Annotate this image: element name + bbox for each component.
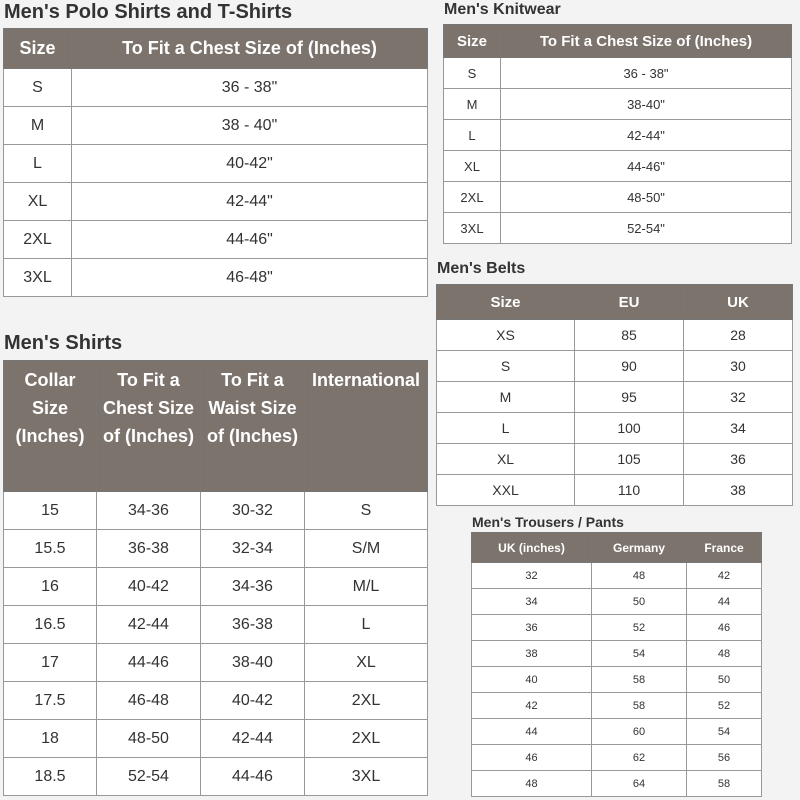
table-cell: 34-36 (97, 492, 201, 530)
table-cell: 110 (575, 475, 684, 506)
table-row (472, 615, 762, 641)
table-header-row (4, 29, 428, 69)
table-cell: 16.5 (4, 606, 97, 644)
column-header-size: Size (437, 285, 575, 320)
table-header-row (472, 533, 762, 563)
table-cell: XS (437, 320, 575, 351)
table-cell: 38-40" (501, 89, 792, 120)
table-header-row (444, 25, 792, 58)
table-row (472, 719, 762, 745)
table-cell: S/M (305, 530, 428, 568)
table-row (4, 69, 428, 107)
table-cell: 17.5 (4, 682, 97, 720)
table-cell: 46 (687, 615, 762, 641)
table-row (444, 89, 792, 120)
table-cell: 18 (4, 720, 97, 758)
table-row (437, 351, 793, 382)
table-row (4, 221, 428, 259)
table-cell: 52 (592, 615, 687, 641)
table-cell: 36 - 38" (72, 69, 428, 107)
table-cell: 54 (592, 641, 687, 667)
table-cell: 52-54" (501, 213, 792, 244)
table-cell: 52 (687, 693, 762, 719)
table-cell: XL (444, 151, 501, 182)
column-header-eu: EU (575, 285, 684, 320)
table-row (437, 475, 793, 506)
table-cell: 36 (684, 444, 793, 475)
table-row (4, 107, 428, 145)
table-cell: 15 (4, 492, 97, 530)
table-cell: L (305, 606, 428, 644)
table-cell: 30-32 (201, 492, 305, 530)
table-cell: 36-38 (201, 606, 305, 644)
table-cell: 48 (472, 771, 592, 797)
column-header-chest: To Fit a Chest Size of (Inches) (97, 361, 201, 492)
table-row (437, 382, 793, 413)
table-cell: 36 (472, 615, 592, 641)
table-cell: 40-42 (201, 682, 305, 720)
table-cell: XL (437, 444, 575, 475)
table-cell: 15.5 (4, 530, 97, 568)
table-cell: XL (305, 644, 428, 682)
table-cell: 32-34 (201, 530, 305, 568)
table-cell: XXL (437, 475, 575, 506)
column-header-france: France (687, 533, 762, 563)
table-row (472, 693, 762, 719)
table-cell: S (437, 351, 575, 382)
table-cell: 40-42" (72, 145, 428, 183)
table-row (4, 758, 428, 796)
table-cell: 38 - 40" (72, 107, 428, 145)
table-row (4, 720, 428, 758)
trousers-section-title: Men's Trousers / Pants (472, 514, 624, 530)
table-cell: 40 (472, 667, 592, 693)
table-row (444, 182, 792, 213)
table-cell: M (444, 89, 501, 120)
table-cell: 56 (687, 745, 762, 771)
table-cell: 30 (684, 351, 793, 382)
table-row (4, 259, 428, 297)
table-row (437, 444, 793, 475)
table-cell: S (305, 492, 428, 530)
table-cell: 38 (472, 641, 592, 667)
table-row (444, 151, 792, 182)
table-row (437, 413, 793, 444)
table-cell: 32 (684, 382, 793, 413)
table-cell: 44 (687, 589, 762, 615)
column-header-uk-inches: UK (inches) (472, 533, 592, 563)
table-row (4, 530, 428, 568)
table-row (4, 568, 428, 606)
column-header-waist: To Fit a Waist Size of (Inches) (201, 361, 305, 492)
table-cell: 46 (472, 745, 592, 771)
table-cell: 50 (592, 589, 687, 615)
table-cell: 16 (4, 568, 97, 606)
knitwear-size-table (443, 24, 792, 244)
column-header-uk: UK (684, 285, 793, 320)
table-cell: 18.5 (4, 758, 97, 796)
column-header-international: International (305, 361, 428, 492)
table-cell: 58 (592, 693, 687, 719)
table-cell: 44 (472, 719, 592, 745)
table-cell: 32 (472, 563, 592, 589)
shirts-size-table (3, 360, 428, 796)
table-row (472, 589, 762, 615)
table-cell: M/L (305, 568, 428, 606)
table-cell: S (444, 58, 501, 89)
table-cell: 46-48" (72, 259, 428, 297)
column-header-chest: To Fit a Chest Size of (Inches) (72, 29, 428, 69)
table-row (472, 745, 762, 771)
table-cell: 48 (592, 563, 687, 589)
table-cell: 48 (687, 641, 762, 667)
table-cell: XL (4, 183, 72, 221)
table-cell: 58 (592, 667, 687, 693)
table-row (4, 682, 428, 720)
table-row (4, 492, 428, 530)
table-cell: 100 (575, 413, 684, 444)
table-cell: 42-44" (72, 183, 428, 221)
table-cell: 40-42 (97, 568, 201, 606)
column-header-germany: Germany (592, 533, 687, 563)
table-cell: 62 (592, 745, 687, 771)
table-cell: 3XL (444, 213, 501, 244)
table-cell: 60 (592, 719, 687, 745)
table-cell: 44-46" (72, 221, 428, 259)
column-header-size: Size (444, 25, 501, 58)
table-cell: L (437, 413, 575, 444)
table-cell: 2XL (305, 720, 428, 758)
table-cell: 46-48 (97, 682, 201, 720)
table-cell: 2XL (444, 182, 501, 213)
table-cell: 17 (4, 644, 97, 682)
table-row (437, 320, 793, 351)
table-cell: M (4, 107, 72, 145)
table-cell: 3XL (4, 259, 72, 297)
column-header-collar: Collar Size (Inches) (4, 361, 97, 492)
table-row (444, 58, 792, 89)
table-cell: 38 (684, 475, 793, 506)
table-row (4, 183, 428, 221)
table-cell: 48-50" (501, 182, 792, 213)
polo-section-title: Men's Polo Shirts and T-Shirts (4, 1, 293, 23)
table-row (444, 120, 792, 151)
table-row (472, 667, 762, 693)
column-header-size: Size (4, 29, 72, 69)
table-cell: 3XL (305, 758, 428, 796)
table-row (472, 563, 762, 589)
table-cell: 64 (592, 771, 687, 797)
table-row (472, 771, 762, 797)
table-cell: 34 (472, 589, 592, 615)
table-cell: 105 (575, 444, 684, 475)
table-cell: 36-38 (97, 530, 201, 568)
table-cell: 2XL (4, 221, 72, 259)
table-cell: 42-44 (97, 606, 201, 644)
knitwear-section-title: Men's Knitwear (444, 1, 561, 18)
table-cell: 95 (575, 382, 684, 413)
belts-size-table (436, 284, 793, 506)
table-cell: 2XL (305, 682, 428, 720)
table-cell: 58 (687, 771, 762, 797)
table-cell: L (4, 145, 72, 183)
table-cell: 48-50 (97, 720, 201, 758)
shirts-section-title: Men's Shirts (4, 332, 123, 354)
table-cell: S (4, 69, 72, 107)
column-header-chest: To Fit a Chest Size of (Inches) (501, 25, 792, 58)
table-cell: 52-54 (97, 758, 201, 796)
table-header-row (437, 285, 793, 320)
belts-section-title: Men's Belts (437, 260, 526, 277)
table-cell: 44-46 (201, 758, 305, 796)
table-row (4, 606, 428, 644)
table-cell: L (444, 120, 501, 151)
table-row (4, 145, 428, 183)
table-cell: 42 (687, 563, 762, 589)
table-cell: 34 (684, 413, 793, 444)
polo-size-table (3, 28, 428, 297)
table-cell: 28 (684, 320, 793, 351)
table-row (444, 213, 792, 244)
table-cell: 38-40 (201, 644, 305, 682)
table-cell: 42-44" (501, 120, 792, 151)
table-cell: 42 (472, 693, 592, 719)
trousers-size-table (471, 532, 762, 797)
table-row (472, 641, 762, 667)
table-cell: M (437, 382, 575, 413)
table-cell: 85 (575, 320, 684, 351)
table-header-row (4, 361, 428, 492)
table-cell: 34-36 (201, 568, 305, 606)
table-cell: 90 (575, 351, 684, 382)
table-cell: 44-46 (97, 644, 201, 682)
table-cell: 44-46" (501, 151, 792, 182)
table-cell: 42-44 (201, 720, 305, 758)
table-cell: 50 (687, 667, 762, 693)
table-cell: 54 (687, 719, 762, 745)
table-cell: 36 - 38" (501, 58, 792, 89)
table-row (4, 644, 428, 682)
